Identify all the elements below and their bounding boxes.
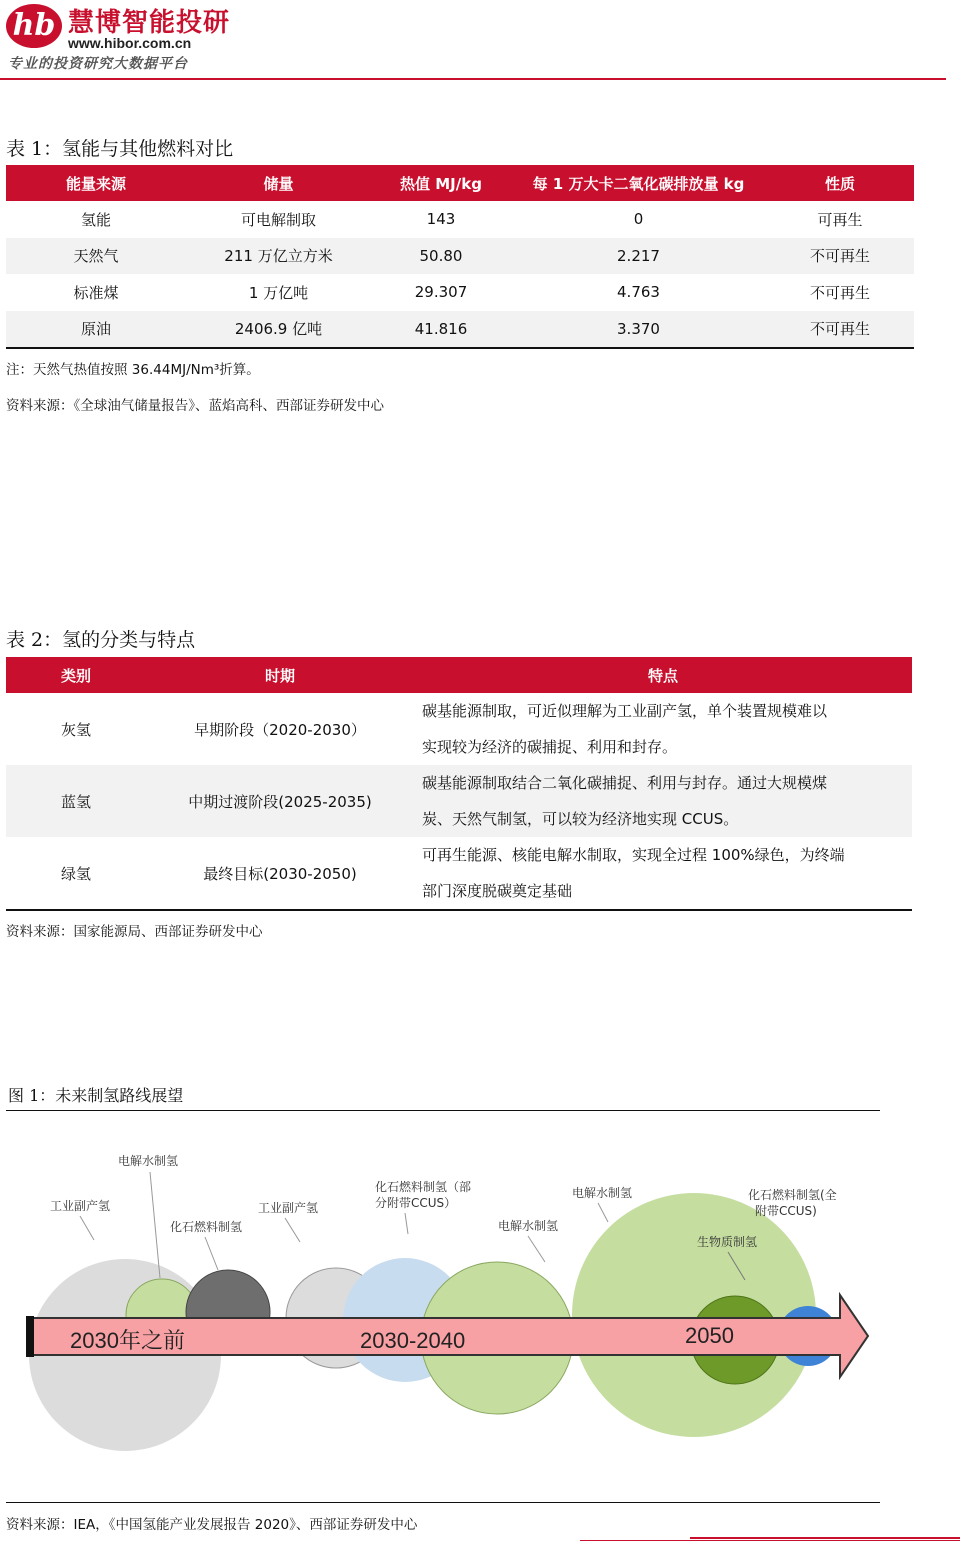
pointer-line bbox=[285, 1218, 300, 1242]
label-electrolysis-1: 电解水制氢 bbox=[118, 1154, 179, 1168]
column-header: 特点 bbox=[414, 657, 912, 693]
pointer-line bbox=[598, 1203, 608, 1222]
table-cell: 50.80 bbox=[371, 238, 511, 275]
period-cell: 早期阶段（2020-2030） bbox=[194, 720, 366, 739]
feature-line: 炭、天然气制氢，可以较为经济地实现 CCUS。 bbox=[422, 810, 739, 828]
header-divider bbox=[0, 78, 946, 80]
feature-line: 部门深度脱碳奠定基础 bbox=[422, 882, 573, 900]
table-row bbox=[6, 311, 914, 349]
figure-bottom-rule bbox=[6, 1502, 880, 1503]
table-cell: 天然气 bbox=[6, 238, 186, 275]
table-cell: 1 万亿吨 bbox=[248, 283, 309, 302]
label-biomass: 生物质制氢 bbox=[697, 1235, 758, 1249]
figure1-title: 图 1：未来制氢路线展望 bbox=[8, 1086, 184, 1105]
fuel-comparison-table bbox=[6, 165, 914, 349]
hibor-logo-mark: hb bbox=[6, 4, 62, 48]
table-row bbox=[6, 201, 914, 238]
table-cell: 可再生 bbox=[817, 210, 863, 229]
table-row bbox=[6, 274, 914, 311]
hydrogen-classification-table bbox=[6, 657, 912, 911]
table-cell: 氢能 bbox=[80, 210, 111, 229]
table-cell: 2.217 bbox=[511, 238, 766, 275]
category-cell: 灰氢 bbox=[60, 720, 91, 739]
table-row bbox=[6, 765, 912, 837]
feature-line: 碳基能源制取，可近似理解为工业副产氢，单个装置规模难以 bbox=[422, 702, 828, 720]
table-cell: 不可再生 bbox=[766, 238, 914, 275]
table-cell: 原油 bbox=[6, 311, 186, 349]
feature-line: 可再生能源、核能电解水制取，实现全过程 100%绿色，为终端 bbox=[422, 846, 845, 864]
table-cell: 标准煤 bbox=[73, 283, 119, 302]
table-cell: 211 万亿立方米 bbox=[186, 238, 371, 275]
figure1-source: 资料来源：IEA，《中国氢能产业发展报告 2020》、西部证券研发中心 bbox=[6, 1517, 418, 1533]
label-fossil-1: 化石燃料制氢 bbox=[170, 1220, 243, 1234]
label-fossil-ccus-full-1: 化石燃料制氢(全 bbox=[748, 1188, 837, 1202]
table1-title: 表 1：氢能与其他燃料对比 bbox=[6, 138, 234, 160]
category-cell: 绿氢 bbox=[60, 864, 91, 883]
table2-source: 资料来源：国家能源局、西部证券研发中心 bbox=[6, 924, 263, 940]
feature-cell bbox=[414, 693, 912, 765]
table-row bbox=[6, 238, 914, 275]
column-header: 类别 bbox=[6, 657, 146, 693]
hydrogen-roadmap-diagram bbox=[0, 1140, 900, 1460]
column-header: 时期 bbox=[146, 657, 414, 693]
feature-line: 实现较为经济的碳捕捉、利用和封存。 bbox=[422, 738, 678, 756]
table-cell: 3.370 bbox=[511, 311, 766, 349]
table-cell: 可电解制取 bbox=[240, 210, 316, 229]
footer-line-accent bbox=[690, 1537, 960, 1539]
label-fossil-ccus-partial-2: 分附带CCUS） bbox=[375, 1196, 457, 1210]
label-byproduct-1: 工业副产氢 bbox=[50, 1199, 111, 1213]
table-row bbox=[6, 693, 912, 765]
table-cell: 不可再生 bbox=[809, 283, 870, 302]
pointer-line bbox=[150, 1172, 160, 1278]
stage-label-2050: 2050 bbox=[685, 1323, 734, 1348]
table-header-row bbox=[6, 657, 912, 693]
timeline-arrow-tail bbox=[26, 1316, 34, 1357]
period-cell: 中期过渡阶段(2025-2035) bbox=[146, 765, 414, 837]
feature-line: 碳基能源制取结合二氧化碳捕捉、利用与封存。通过大规模煤 bbox=[422, 774, 828, 792]
period-cell: 最终目标(2030-2050) bbox=[203, 864, 357, 883]
figure-top-rule bbox=[6, 1110, 880, 1111]
label-electrolysis-3: 电解水制氢 bbox=[572, 1186, 633, 1200]
category-cell: 蓝氢 bbox=[6, 765, 146, 837]
pointer-line bbox=[405, 1213, 408, 1234]
stage-label-before-2030: 2030年之前 bbox=[70, 1328, 185, 1353]
label-fossil-ccus-full-2: 附带CCUS) bbox=[755, 1204, 817, 1218]
column-header: 性质 bbox=[766, 165, 914, 201]
column-header: 能量来源 bbox=[6, 165, 186, 201]
feature-cell bbox=[414, 837, 912, 910]
stage-label-2030-2040: 2030-2040 bbox=[360, 1328, 466, 1353]
table-header-row bbox=[6, 165, 914, 201]
brand-name: 慧博智能投研 bbox=[68, 8, 231, 38]
brand-tagline: 专业的投资研究大数据平台 bbox=[8, 56, 188, 72]
table-cell: 29.307 bbox=[414, 283, 468, 302]
table-cell: 4.763 bbox=[617, 283, 660, 302]
pointer-line bbox=[528, 1236, 545, 1262]
table2-title: 表 2：氢的分类与特点 bbox=[6, 629, 196, 651]
label-fossil-ccus-partial-1: 化石燃料制氢（部 bbox=[375, 1180, 472, 1194]
table-cell: 41.816 bbox=[371, 311, 511, 349]
table-cell: 2406.9 亿吨 bbox=[186, 311, 371, 349]
table-row bbox=[6, 837, 912, 910]
table1-note: 注：天然气热值按照 36.44MJ/Nm³折算。 bbox=[6, 362, 260, 378]
table-cell: 0 bbox=[633, 210, 644, 229]
pointer-line bbox=[205, 1237, 218, 1270]
table1-source: 资料来源：《全球油气储量报告》、蓝焰高科、西部证券研发中心 bbox=[6, 398, 384, 414]
column-header: 每 1 万大卡二氧化碳排放量 kg bbox=[511, 165, 766, 201]
brand-url[interactable]: www.hibor.com.cn bbox=[68, 35, 192, 51]
column-header: 储量 bbox=[186, 165, 371, 201]
pointer-line bbox=[80, 1216, 94, 1240]
column-header: 热值 MJ/kg bbox=[371, 165, 511, 201]
table-cell: 不可再生 bbox=[766, 311, 914, 349]
label-byproduct-2: 工业副产氢 bbox=[258, 1201, 319, 1215]
circle-electrolysis-3 bbox=[572, 1193, 816, 1437]
footer-line-thin bbox=[580, 1540, 960, 1541]
feature-cell bbox=[414, 765, 912, 837]
label-electrolysis-2: 电解水制氢 bbox=[498, 1219, 559, 1233]
table-cell: 143 bbox=[426, 210, 456, 229]
